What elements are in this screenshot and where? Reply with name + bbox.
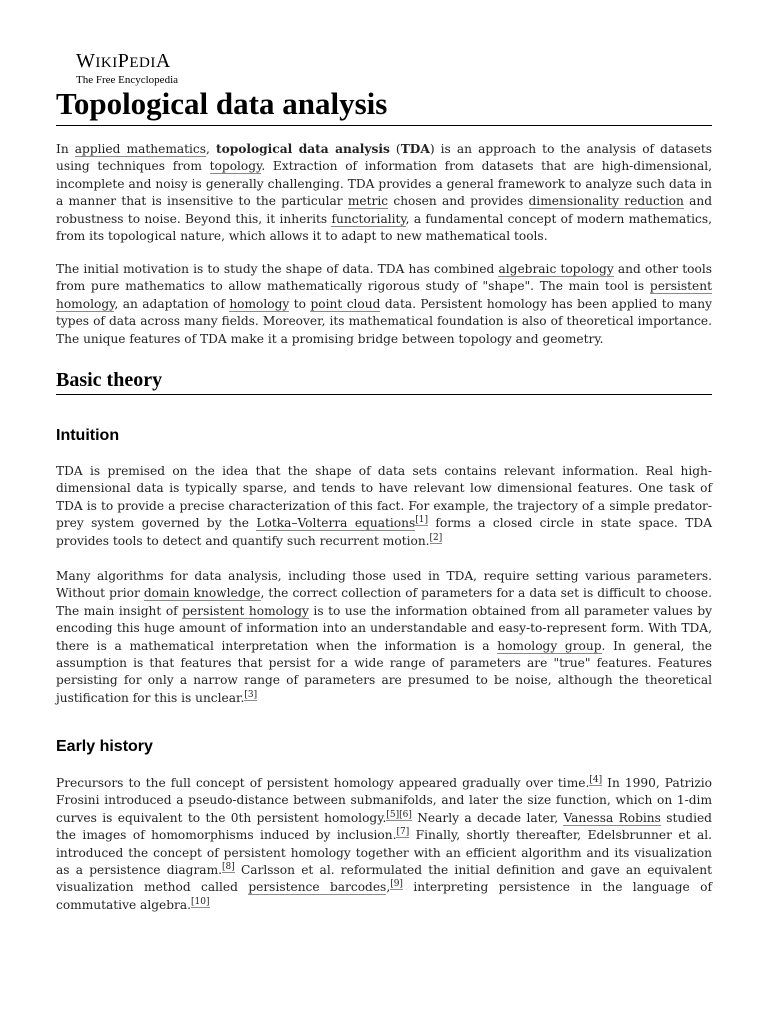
link-homology[interactable]: homology [229, 296, 290, 311]
section-heading-basic-theory: Basic theory [56, 366, 712, 395]
citation-ref-8[interactable]: [8] [222, 861, 235, 872]
link-functoriality[interactable]: functoriality [331, 211, 406, 226]
citation-ref-4[interactable]: [4] [589, 774, 603, 785]
link-persistence-barcodes[interactable]: persistence barcodes [248, 880, 387, 895]
citation-ref-5[interactable]: [5] [386, 809, 400, 820]
bold-term: topological data analysis [215, 142, 390, 156]
link-lotka-volterra-equations[interactable]: Lotka–Volterra equations [256, 516, 416, 531]
link-metric[interactable]: metric [347, 194, 389, 209]
citation-ref-3[interactable]: [3] [244, 689, 258, 700]
intuition-paragraph-1: TDA is premised on the idea that the shape of data sets contains relevant information. Real high-dimensional data is typically sparse, and tends to have relevant low dimensional features. One task of TDA is to provide a precise characterization of this fact. For example, the trajectory of a simple predator-prey system governed by the Lotka–Volterra equations[1] forms a closed circle in state space. TDA provides tools to detect and quantify such recurrent motion.[2] [56, 464, 712, 548]
link-vanessa-robins[interactable]: Vanessa Robins [563, 810, 661, 825]
bold-term: TDA [400, 142, 430, 156]
subsection-heading-intuition: Intuition [56, 427, 120, 444]
citation-ref-10[interactable]: [10] [191, 896, 210, 907]
page-title: Topological data analysis [56, 84, 712, 126]
wikipedia-tagline: The Free Encyclopedia [76, 74, 179, 86]
link-persistent-homology[interactable]: persistent homology [56, 279, 712, 311]
wikipedia-logo[interactable] [76, 50, 178, 86]
link-algebraic-topology[interactable]: algebraic topology [498, 262, 614, 276]
intro-paragraph-1: In applied mathematics, topological data analysis (TDA) is an approach to the analysis of datasets using techniques from topology. Extraction of information from datasets that are high-dimensional, incomplete and noisy is generally challenging. TDA provides a general framework to analyze such data in a manner that is insensitive to the particular metric chosen and provides dimensionality reduction and robustness to noise. Beyond this, it inherits functoriality, a fundamental concept of modern mathematics, from its topological nature, which allows it to adapt to new mathematical tools. [56, 142, 713, 244]
link-homology-group[interactable]: homology group [497, 638, 602, 653]
intro-paragraph-2: The initial motivation is to study the shape of data. TDA has combined algebraic topology and other tools from pure mathematics to allow mathematically rigorous study of "shape". The main tool is persistent homology, an adaptation of homology to point cloud data. Persistent homology has been applied to many types of data across many fields. Moreover, its mathematical foundation is also of theoretical importance. The unique features of TDA make it a promising bridge between topology and geometry. [56, 262, 713, 346]
link-applied-mathematics[interactable]: applied mathematics [74, 142, 207, 156]
citation-ref-1[interactable]: [1] [415, 515, 428, 526]
citation-ref-6[interactable]: [6] [399, 809, 412, 820]
link-persistent-homology[interactable]: persistent homology [182, 603, 309, 618]
citation-ref-7[interactable]: [7] [396, 827, 410, 838]
early-history-paragraph-1: Precursors to the full concept of persistent homology appeared gradually over time.[4] In 1990, Patrizio Frosini introduced a pseudo-distance between submanifolds, and later the size function, which on 1-dim curves is equivalent to the 0th persistent homology.[5][6] Nearly a decade later, Vanessa Robins studied the images of homomorphisms induced by inclusion.[7] Finally, shortly thereafter, Edelsbrunner et al. introduced the concept of persistent homology together with an efficient algorithm and its visualization as a persistence diagram.[8] Carlsson et al. reformulated the initial definition and gave an equivalent visualization method called persistence barcodes,[9] interpreting persistence in the language of commutative algebra.[10] [56, 774, 712, 912]
link-topology[interactable]: topology [209, 159, 262, 174]
intuition-paragraph-2: Many algorithms for data analysis, including those used in TDA, require setting various parameters. Without prior domain knowledge, the correct collection of parameters for a data set is difficult to choose. The main insight of persistent homology is to use the information obtained from all parameter values by encoding this huge amount of information into an understandable and easy-to-represent form. With TDA, there is a mathematical interpretation when the information is a homology group. In general, the assumption is that features that persist for a wide range of parameters are "true" features. Features persisting for only a narrow range of parameters are presumed to be noise, although the theoretical justification for this is unclear.[3] [56, 569, 713, 705]
citation-ref-2[interactable]: [2] [429, 532, 443, 543]
link-point-cloud[interactable]: point cloud [310, 296, 381, 311]
wikipedia-wordmark: WIKIPEDIA [76, 50, 171, 72]
citation-ref-9[interactable]: [9] [390, 879, 403, 890]
subsection-heading-early-history: Early history [56, 738, 153, 755]
link-domain-knowledge[interactable]: domain knowledge [143, 586, 261, 601]
link-dimensionality-reduction[interactable]: dimensionality reduction [528, 194, 684, 209]
